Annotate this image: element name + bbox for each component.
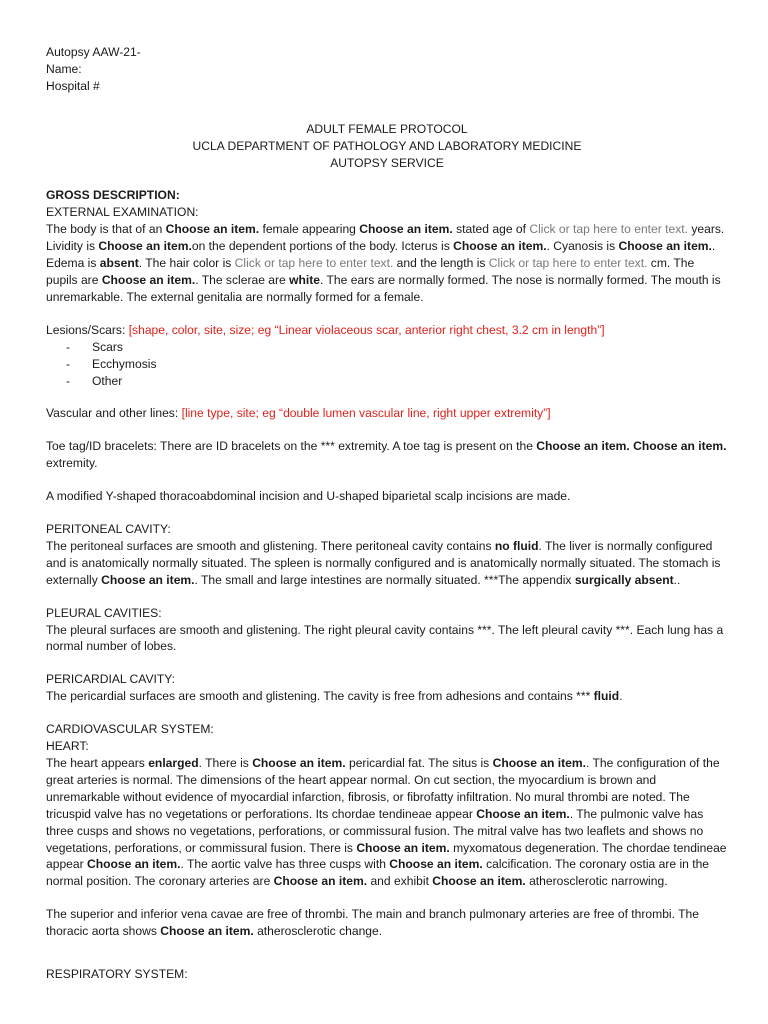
hair-color-text-field[interactable]: Click or tap here to enter text. xyxy=(234,256,394,271)
vascular-line xyxy=(46,405,728,422)
text-span: female appearing xyxy=(259,222,360,237)
text-span: The peritoneal surfaces are smooth and glistening. There peritoneal cavity contains xyxy=(46,538,495,553)
choose-item-dropdown[interactable]: Choose an item. xyxy=(98,239,192,254)
lesions-list xyxy=(46,339,728,390)
respiratory-heading: RESPIRATORY SYSTEM: xyxy=(46,967,188,982)
choose-item-dropdown[interactable]: Choose an item. xyxy=(618,239,712,254)
list-item: - Scars xyxy=(66,339,728,356)
text-span: . The pulmonic valve has three cusps and shows no vegetations, perforations, or commissural fusion. The mitral valve has two leaflets and shows no vegetations, perforations, or commissural fusion. There is xyxy=(46,806,704,855)
external-examination-heading: EXTERNAL EXAMINATION: xyxy=(46,205,199,220)
text-span: . Cyanosis is xyxy=(546,239,619,254)
patient-name-label: Name: xyxy=(46,61,82,76)
vena-cava-section xyxy=(46,906,728,940)
protocol-title: ADULT FEMALE PROTOCOL xyxy=(306,121,468,136)
choose-item-dropdown[interactable]: Choose an item. xyxy=(453,239,547,254)
pericardial-paragraph xyxy=(46,688,728,705)
choose-item-dropdown[interactable]: Choose an item. xyxy=(633,439,727,454)
heart-paragraph xyxy=(46,755,728,890)
header-block xyxy=(46,44,728,95)
text-span: years. Lividity is xyxy=(46,222,725,254)
text-span: . The small and large intestines are normally situated. ***The appendix xyxy=(194,572,575,587)
text-span: . xyxy=(619,689,623,704)
list-item: - Other xyxy=(66,373,728,390)
gross-description-heading: GROSS DESCRIPTION: xyxy=(46,188,180,203)
peritoneal-heading: PERITONEAL CAVITY: xyxy=(46,522,171,537)
age-text-field[interactable]: Click or tap here to enter text. xyxy=(529,222,688,237)
choose-item-dropdown[interactable]: Choose an item. xyxy=(101,272,196,287)
text-span: . The ears are normally formed. The nose is normally formed. The mouth is unremarkable. The external genitalia are normally formed for a female. xyxy=(46,272,721,304)
text-span: . The hair color is xyxy=(138,256,235,271)
pleural-paragraph: The pleural surfaces are smooth and glistening. The right pleural cavity contains ***. The left pleural cavity ***. Each lung has a normal number of lobes. xyxy=(46,622,724,654)
bold-value: no fluid xyxy=(494,538,539,553)
text-span: The body is that of an xyxy=(46,222,166,237)
vascular-hint: [line type, site; eg “double lumen vascular line, right upper extremity”] xyxy=(181,406,551,421)
text-span: The heart appears xyxy=(46,756,149,770)
hair-length-text-field[interactable]: Click or tap here to enter text. xyxy=(488,256,648,271)
incision-section xyxy=(46,488,728,505)
text-span: . There is xyxy=(198,756,253,770)
hospital-number-label: Hospital # xyxy=(46,78,100,93)
choose-item-dropdown[interactable]: Choose an item. xyxy=(87,857,181,872)
text-span: and exhibit xyxy=(367,874,433,889)
gross-description-section xyxy=(46,187,728,305)
text-span: and the length is xyxy=(393,256,489,271)
lesions-label: Lesions/Scars: xyxy=(46,322,129,337)
heart-subheading: HEART: xyxy=(46,739,89,754)
vascular-label: Vascular and other lines: xyxy=(46,406,182,421)
respiratory-section xyxy=(46,966,728,983)
choose-item-dropdown[interactable]: Choose an item. xyxy=(165,222,260,237)
service-title: AUTOPSY SERVICE xyxy=(330,155,444,170)
title-block xyxy=(46,121,728,172)
department-title: UCLA DEPARTMENT OF PATHOLOGY AND LABORATORY MEDICINE xyxy=(192,138,582,153)
cardiovascular-section xyxy=(46,721,728,890)
pericardial-heading: PERICARDIAL CAVITY: xyxy=(46,672,176,687)
toe-tag-section xyxy=(46,438,728,472)
bold-value: absent xyxy=(99,256,139,271)
toe-tag-paragraph xyxy=(46,438,728,472)
bold-value: fluid xyxy=(593,689,620,704)
choose-item-dropdown[interactable]: Choose an item. xyxy=(492,756,587,770)
text-span: . The sclerae are xyxy=(195,272,290,287)
choose-item-dropdown[interactable]: Choose an item. xyxy=(356,840,450,855)
choose-item-dropdown[interactable]: Choose an item. xyxy=(432,874,526,889)
lesions-section xyxy=(46,322,728,390)
incision-paragraph: A modified Y-shaped thoracoabdominal incision and U-shaped biparietal scalp incisions are made. xyxy=(46,489,571,504)
text-span: atherosclerotic change. xyxy=(253,924,383,939)
text-span: cm. The pupils are xyxy=(46,256,695,287)
text-span: . The configuration of the great arteries is normal. The dimensions of the heart appear normal. On cut section, the myocardium is brown and unremarkable without evidence of myocardial infarction, fibrosis, or fibrofatty infiltration. No mural thrombi are noted. The tricuspid valve has no vegetations or perforations. Its chordae tendineae appear xyxy=(46,756,720,821)
autopsy-number: Autopsy AAW-21- xyxy=(46,45,141,59)
external-examination-paragraph xyxy=(46,221,728,306)
choose-item-dropdown[interactable]: Choose an item. xyxy=(476,806,570,821)
bold-value: surgically absent xyxy=(574,572,674,587)
text-span: calcification. The coronary ostia are in the normal position. The coronary arteries are xyxy=(46,857,710,889)
list-item: - Ecchymosis xyxy=(66,356,728,373)
pericardial-section xyxy=(46,671,728,705)
choose-item-dropdown[interactable]: Choose an item. xyxy=(389,857,483,872)
peritoneal-section xyxy=(46,521,728,589)
peritoneal-paragraph xyxy=(46,538,728,589)
vena-cava-paragraph xyxy=(46,906,728,940)
text-span: atherosclerotic narrowing. xyxy=(525,874,668,889)
cardiovascular-heading: CARDIOVASCULAR SYSTEM: xyxy=(46,722,214,737)
lesions-hint: [shape, color, site, size; eg “Linear violaceous scar, anterior right chest, 3.2 cm in length”] xyxy=(128,322,605,337)
choose-item-dropdown[interactable]: Choose an item. xyxy=(252,756,346,770)
text-span: pericardial fat. The situs is xyxy=(345,756,493,770)
text-span: Toe tag/ID bracelets: There are ID bracelets on the *** extremity. A toe tag is present on the xyxy=(46,439,537,454)
text-span: .. xyxy=(673,572,681,587)
text-span: . The aortic valve has three cusps with xyxy=(180,857,390,872)
pleural-heading: PLEURAL CAVITIES: xyxy=(46,605,162,620)
text-span: extremity. xyxy=(46,456,98,471)
pleural-section xyxy=(46,605,728,656)
lesions-line xyxy=(46,322,728,339)
text-span: . The liver is normally configured and is anatomically normally situated. The spleen is normally configured and is anatomically normally situated. The stomach is externally xyxy=(46,538,721,587)
text-span: The superior and inferior vena cavae are free of thrombi. The main and branch pulmonary arteries are free of thrombi. The thoracic aorta shows xyxy=(46,907,699,939)
text-span: stated age of xyxy=(452,222,530,237)
choose-item-dropdown[interactable]: Choose an item. xyxy=(101,572,195,587)
text-span: myxomatous degeneration. The chordae tendineae appear xyxy=(46,840,727,872)
text-span: on the dependent portions of the body. Icterus is xyxy=(191,239,454,254)
bold-value: white xyxy=(289,272,321,287)
text-span: . Edema is xyxy=(46,239,716,271)
choose-item-dropdown[interactable]: Choose an item. xyxy=(273,874,368,889)
text-span: The pericardial surfaces are smooth and glistening. The cavity is free from adhesions and contains *** xyxy=(46,689,594,704)
choose-item-dropdown[interactable]: Choose an item. xyxy=(160,924,254,939)
bold-value: enlarged xyxy=(148,756,199,770)
vascular-section xyxy=(46,405,728,422)
choose-item-dropdown[interactable]: Choose an item. xyxy=(359,222,453,237)
choose-item-dropdown[interactable]: Choose an item. xyxy=(536,439,630,454)
